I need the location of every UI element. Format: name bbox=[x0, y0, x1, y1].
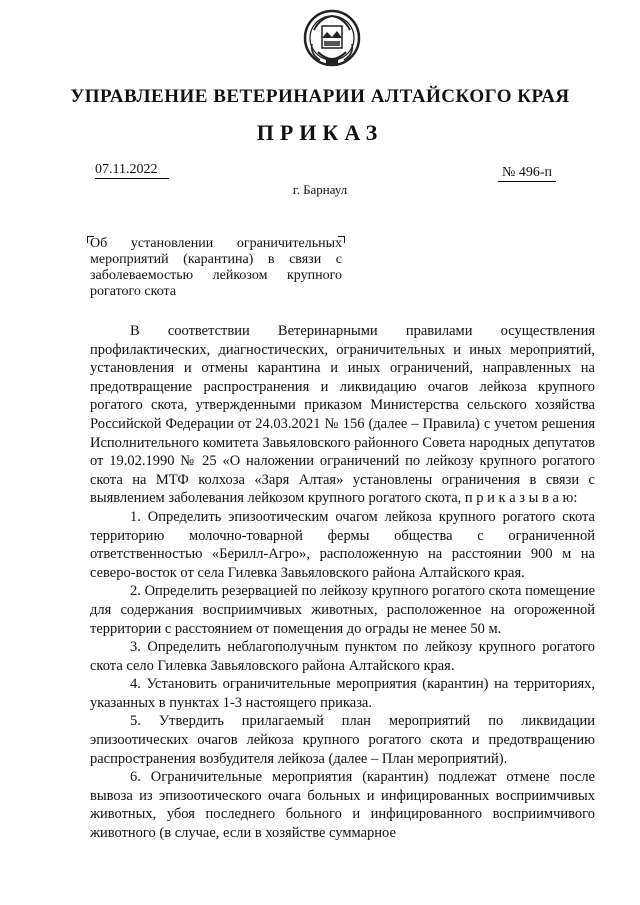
order-item-2: 2. Определить резервацией по лейкозу крупного рогатого скота помещение для содержания восприимчивых животных, расположенное на огороженной территории с расстоянием от помещения до ограды не менее 50 м. bbox=[90, 583, 595, 637]
order-item-5: 5. Утвердить прилагаемый план мероприятий по ликвидации эпизоотических очагов лейкоза крупного рогатого скота и предотвращению распространения возбудителя лейкоза (далее – План мероприятий). bbox=[90, 713, 595, 767]
preamble-paragraph: В соответствии Ветеринарными правилами осуществления профилактических, диагностических, ограничительных и иных мероприятий, установления и отмены карантина и иных ограничений, направленных на предотвращение распространения и ликвидацию очагов лейкоза крупного рогатого скота, утвержденными приказом Министерства сельского хозяйства Российской Федерации от 24.03.2021 № 156 (далее – Правила) с учетом решения Исполнительного комитета Завьяловского районного Совета народных депутатов от 19.02.1990 № 25 «О наложении ограничений по лейкозу крупного рогатого скота на МТФ колхоза «Заря Алтая» установлены ограничения в связи с выявлением заболевания лейкозом крупного рогатого скота, п р и к а з ы в а ю: bbox=[90, 323, 595, 507]
organization-name: УПРАВЛЕНИЕ ВЕТЕРИНАРИИ АЛТАЙСКОГО КРАЯ bbox=[70, 86, 570, 107]
document-city: г. Барнаул bbox=[292, 182, 348, 197]
document-body bbox=[90, 322, 595, 843]
document-subject: Об установлении ограничительных мероприятий (карантина) в связи с заболеваемостью лейкозом крупного рогатого скота bbox=[90, 236, 342, 299]
document-number: № 496-п bbox=[498, 165, 556, 182]
document-date: 07.11.2022 bbox=[95, 162, 169, 179]
order-item-3: 3. Определить неблагополучным пунктом по лейкозу крупного рогатого скота село Гилевка Завьяловского района Алтайского края. bbox=[90, 639, 595, 674]
order-item-6: 6. Ограничительные мероприятия (карантин) подлежат отмене после вывоза из эпизоотического очага больных и инфицированных восприимчивых животных, убоя последнего больного и инфицированного восприимчивого животного (в случае, если в хозяйстве суммарное bbox=[90, 769, 595, 842]
document-title: ПРИКАЗ bbox=[256, 120, 384, 145]
order-item-1: 1. Определить эпизоотическим очагом лейкоза крупного рогатого скота территорию молочно-товарной фермы общества с ограниченной ответственностью «Берилл-Агро», расположенную на расстоянии 900 м на северо-восток от села Гилевка Завьяловского района Алтайского края. bbox=[90, 508, 595, 581]
order-item-4: 4. Установить ограничительные мероприятия (карантин) на территориях, указанных в пунктах 1-3 настоящего приказа. bbox=[90, 676, 595, 711]
coat-of-arms-emblem bbox=[300, 8, 364, 72]
